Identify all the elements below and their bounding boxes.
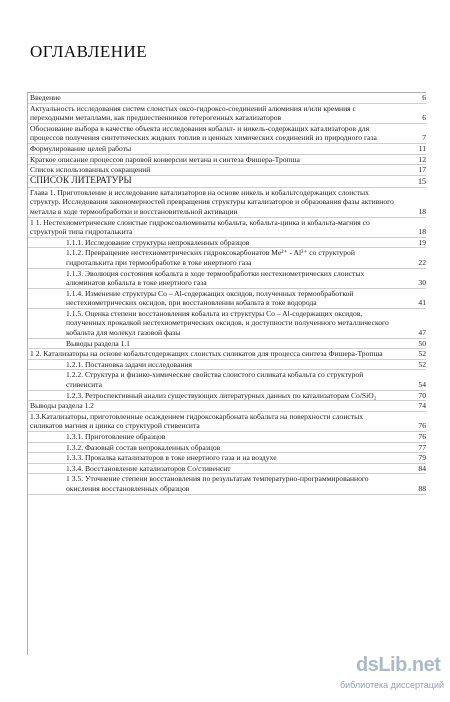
watermark-tagline: библиотека диссертаций [340,680,445,690]
toc-entry-text: 1.1.2. Превращение нестехиометрических гидроксокарбонатов Me²⁺ - Al³⁺ со структурой гидроталькита при термообработке в токе инертного газа [66,248,355,267]
toc-entry-page: 18 [418,206,426,216]
toc-entry [28,464,426,475]
toc-entry [28,124,426,144]
toc-entry [28,370,426,390]
watermark-logo-tld: net [411,654,441,676]
toc-entry-page: 79 [418,453,426,463]
toc-entry-text: 1.3.3. Прокалка катализаторов в токе инертного газа и на воздухе [66,453,277,463]
toc-entry-text: 1 3.5. Уточнение степени восстановления по результатам температурно-программированного окисления восстановленных образцов [66,474,369,493]
page-title: ОГЛАВЛЕНИЕ [30,42,148,61]
toc-entry-page: 12 [418,154,426,164]
toc-entry-page: 54 [418,380,426,390]
toc-entry-page: 11 [418,143,426,153]
toc-entry-text: Введение [30,93,61,102]
toc-entry [28,104,426,124]
toc-entry-page: 41 [418,298,426,308]
toc-entry-text: 1.3.4. Восстановление катализаторов Co/стивенсит [66,463,231,473]
toc-entry-page: 76 [418,421,426,431]
toc-entry [28,360,426,371]
toc-entry-text: 1.1.1. Исследование структуры непрокаленных образцов [66,237,250,247]
toc-entry-page: 18 [418,227,426,237]
watermark-logo [356,654,440,677]
toc-entry [28,412,426,432]
toc-entry-text: 1.3.2. Фазовый состав непрокаленных образцов [66,442,221,452]
toc-entry [28,474,426,494]
toc-entry [28,432,426,443]
toc-entry [28,248,426,268]
toc-entry [28,391,426,402]
toc-entry-page: 77 [418,442,426,452]
toc-entry-text: СПИСОК ЛИТЕРАТУРЫ [30,175,132,186]
toc-entry [28,144,426,155]
toc-entry-text: 1 2. Катализаторы на основе кобальтсодержащих слоистых силикатов для процесса синтеза Фишера-Тропша [30,349,383,359]
toc-entry-page: 19 [418,237,426,247]
toc-entry-text: Выводы раздела 1.2 [30,401,94,411]
toc-entry-page: 47 [418,328,426,338]
watermark [336,652,446,696]
watermark-logo-main: dsLib [356,654,407,676]
toc-entry-page: 17 [418,165,426,175]
toc-entry-text: Список использованных сокращений [30,165,151,175]
toc-entry-page: 50 [418,338,426,348]
toc-entry-text: Актуальность исследования систем слоистых оксо-гидроксо-соединений алюминия и/или кремния с переходными металлами, как предшественников гетерогенных катализаторов [30,103,356,123]
toc-entry [28,289,426,309]
toc-entry-text: 1.1.3. Эволюция состояния кобальта в ходе термообработки нестехиометрических слоистых алюминатов кобальта в токе инертного газа [66,268,365,288]
toc-entry-text: 1.3.Катализаторы, приготовленные осаждением гидроксокарбоната кобальта на поверхности слоистых силикатов магния и цинка со структурой стивенсита [30,411,364,431]
toc-entry-text: 1.3.1. Приготовление образцов [66,432,166,441]
toc-entry-page: 6 [422,113,426,123]
toc-entry-page: 76 [418,432,426,441]
toc-table [27,92,426,655]
toc-entry-text: 1.2.3. Ретроспективный анализ существующих литературных данных по катализаторам Co/SiO₂ [66,390,377,400]
toc-entry [28,176,426,188]
toc-entry [28,453,426,464]
toc-entry [28,269,426,289]
toc-entry [28,339,426,350]
toc-entry-text: 1.2.1. Постановка задачи исследования [66,359,192,369]
toc-entry-page: 52 [418,359,426,369]
toc-rows [28,93,426,495]
toc-entry [28,188,426,218]
toc-entry [28,155,426,166]
toc-entry-text: Выводы раздела 1.1 [66,338,130,348]
toc-entry-text: Глава 1. Приготовление и исследование катализаторов на основе никель и кобальтсодержащих слоистых структур. Исследования закономерностей превращения структуры катализаторов и образования фазы активного металла в ходе термообработки и восстановительной активации [30,187,394,216]
toc-entry-page: 6 [422,93,426,102]
toc-entry-text: 1 1. Нестехиометрические слоистые гидроксоалюминаты кобальта, кобальта-цинка и кобальта-магния со структурой типа гидроталькита [30,217,370,237]
toc-entry-text: Формулирование целей работы [30,143,132,153]
toc-entry-page: 7 [422,133,426,143]
toc-entry-text: 1.1.5. Оценка степени восстановления кобальта из структуры Co – Al-содержащих оксидов, полученных прокалкой нестехиометрических оксидов, и доступности полученного металлического кобальта для молекул газовой фазы [66,308,389,338]
toc-entry-text: Обоснование выбора в качестве объекта исследования кобальт- и никель-содержащих катализаторов для процессов получения синтетических жидких топлив и ценных химических соединений из природного газа [30,123,377,143]
toc-entry [28,401,426,412]
toc-entry [28,218,426,238]
toc-entry-page: 22 [418,257,426,267]
toc-entry-page: 15 [418,176,426,186]
watermark-logo-dot: . [406,654,412,676]
toc-entry-text: 1.2.2. Структура и физико-химические свойства слоистого силиката кобальта со структурой стивенсита [66,370,364,390]
toc-entry-page: 84 [418,463,426,473]
toc-entry-text: Краткое описание процессов паровой конверсии метана и синтеза Фишера-Тропша [30,154,300,164]
toc-entry [28,238,426,249]
toc-entry [28,443,426,454]
toc-entry [28,309,426,339]
toc-entry [28,93,426,104]
toc-entry-page: 74 [418,401,426,411]
toc-entry [28,165,426,176]
toc-entry-page: 52 [418,349,426,359]
toc-entry-page: 88 [418,483,426,493]
toc-entry-page: 70 [418,390,426,400]
toc-entry-page: 30 [418,278,426,288]
toc-entry [28,349,426,360]
toc-entry-text: 1.1.4. Изменение структуры Co – Al-содержащих оксидов, полученных термообработкой нестехиометрических оксидов, при восстановлении кобальта в токе водорода [66,288,354,308]
